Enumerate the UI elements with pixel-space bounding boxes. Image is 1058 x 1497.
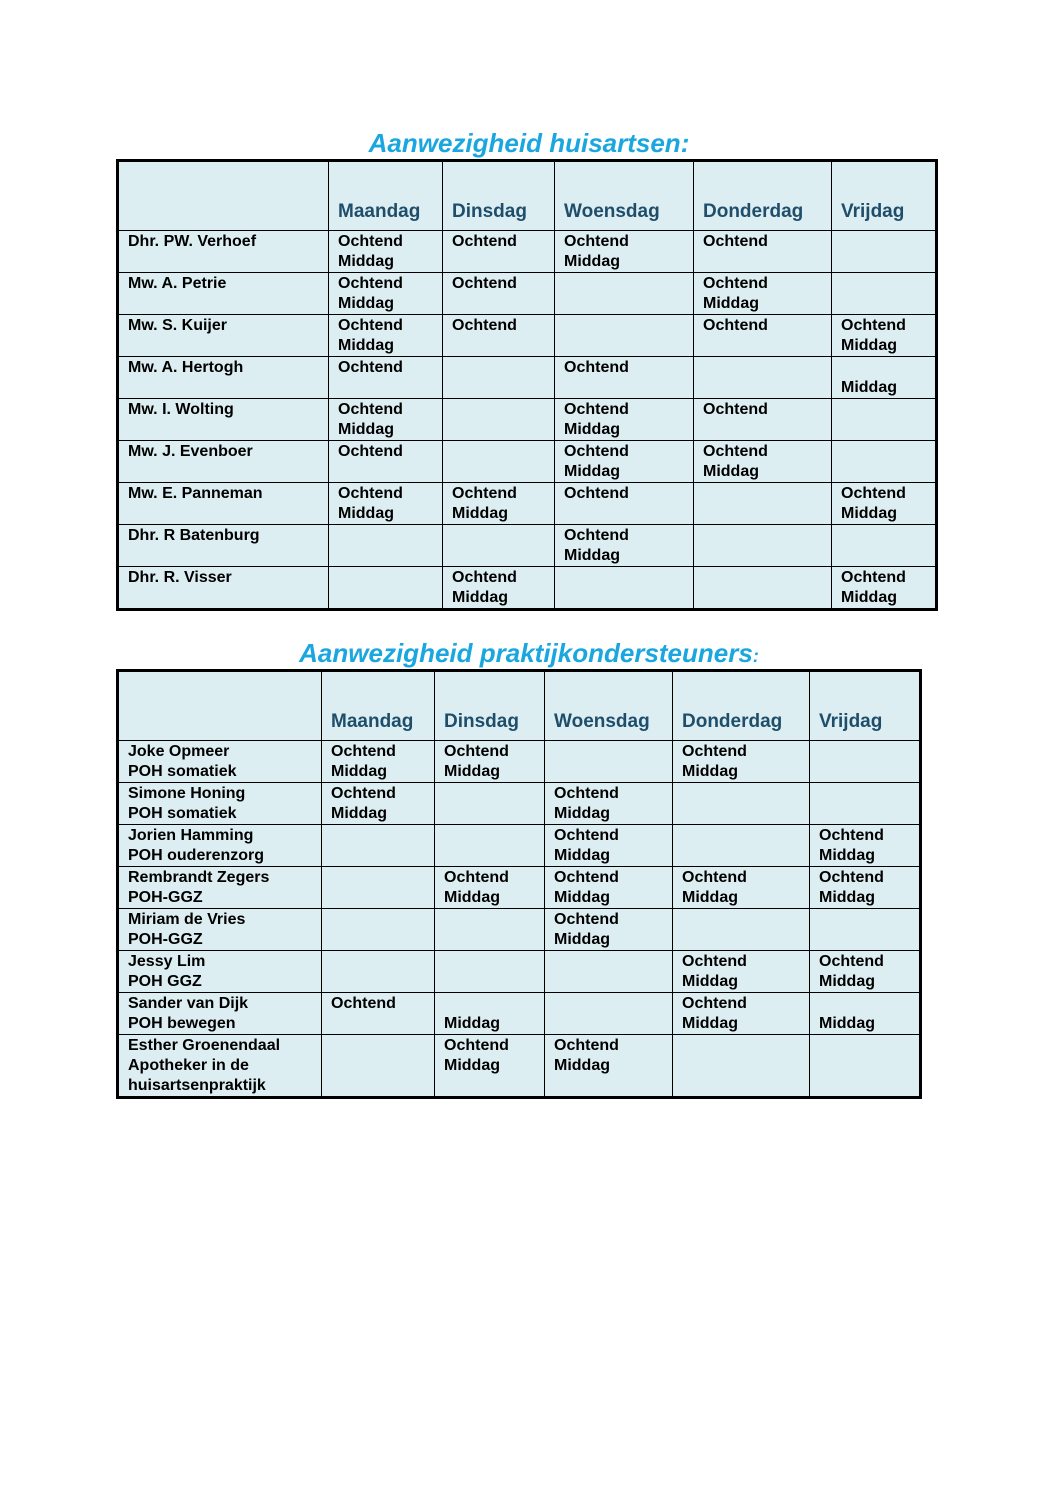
slot-second: Middag xyxy=(841,505,897,522)
person-name: Joke Opmeer xyxy=(128,743,230,760)
cell-maandag xyxy=(322,825,435,867)
cell-donderdag xyxy=(673,783,810,825)
cell-dinsdag xyxy=(435,993,545,1035)
title-poh-text: Aanwezigheid praktijkondersteuners xyxy=(299,638,753,668)
table-row xyxy=(118,783,921,825)
slot-first: Ochtend xyxy=(452,275,517,292)
slot-second: Middag xyxy=(554,847,610,864)
cell-vrijdag xyxy=(810,741,921,783)
cell-maandag xyxy=(329,567,443,610)
huisartsen-table xyxy=(116,159,938,611)
slot-first: Ochtend xyxy=(452,233,517,250)
cell-maandag xyxy=(329,441,443,483)
cell-donderdag xyxy=(694,399,832,441)
day-header-woensdag: Woensdag xyxy=(555,161,694,231)
slot-first: Ochtend xyxy=(703,401,768,418)
slot-first: Ochtend xyxy=(819,953,884,970)
cell-donderdag xyxy=(673,993,810,1035)
name-cell xyxy=(118,783,322,825)
cell-woensdag xyxy=(545,1035,673,1098)
slot-second: Middag xyxy=(338,253,394,270)
slot-second: Middag xyxy=(554,889,610,906)
table-row xyxy=(118,273,937,315)
slot-first: Ochtend xyxy=(682,743,747,760)
cell-vrijdag xyxy=(832,231,937,273)
slot-first xyxy=(819,994,911,1014)
cell-donderdag xyxy=(673,951,810,993)
person-role: POH-GGZ xyxy=(128,931,203,948)
cell-maandag xyxy=(322,783,435,825)
slot-second: Middag xyxy=(564,463,620,480)
slot-first: Ochtend xyxy=(554,869,619,886)
slot-first: Ochtend xyxy=(564,359,629,376)
cell-vrijdag xyxy=(810,993,921,1035)
slot-second: Middag xyxy=(338,421,394,438)
cell-donderdag xyxy=(694,567,832,610)
slot-first: Ochtend xyxy=(331,743,396,760)
slot-first: Ochtend xyxy=(338,443,403,460)
slot-second: Middag xyxy=(564,547,620,564)
slot-first: Ochtend xyxy=(452,569,517,586)
day-header-maandag: Maandag xyxy=(322,671,435,741)
cell-maandag xyxy=(329,273,443,315)
slot-second: Middag xyxy=(338,505,394,522)
name-cell xyxy=(118,993,322,1035)
day-header-vrijdag: Vrijdag xyxy=(832,161,937,231)
table-row xyxy=(118,441,937,483)
cell-maandag xyxy=(322,993,435,1035)
cell-vrijdag xyxy=(810,825,921,867)
slot-second: Middag xyxy=(331,805,387,822)
slot-first xyxy=(444,994,536,1014)
slot-first: Ochtend xyxy=(444,743,509,760)
cell-donderdag xyxy=(694,231,832,273)
cell-donderdag xyxy=(673,909,810,951)
slot-first: Ochtend xyxy=(564,485,629,502)
table-row xyxy=(118,231,937,273)
slot-second: Middag xyxy=(819,889,875,906)
slot-first: Ochtend xyxy=(452,485,517,502)
person-role: huisartsenpraktijk xyxy=(128,1077,266,1094)
slot-second: Middag xyxy=(819,1015,875,1032)
person-role: POH bewegen xyxy=(128,1015,236,1032)
cell-vrijdag xyxy=(832,273,937,315)
slot-second: Middag xyxy=(841,337,897,354)
corner-cell xyxy=(118,161,329,231)
slot-first: Ochtend xyxy=(338,317,403,334)
cell-dinsdag xyxy=(435,741,545,783)
cell-maandag xyxy=(322,741,435,783)
cell-vrijdag xyxy=(810,783,921,825)
cell-woensdag xyxy=(555,399,694,441)
slot-second: Middag xyxy=(444,1015,500,1032)
cell-vrijdag xyxy=(810,951,921,993)
slot-second: Middag xyxy=(682,889,738,906)
cell-maandag xyxy=(329,231,443,273)
slot-first: Ochtend xyxy=(444,1037,509,1054)
person-name: Dhr. PW. Verhoef xyxy=(128,233,257,250)
slot-second: Middag xyxy=(564,421,620,438)
name-cell xyxy=(118,1035,322,1098)
name-cell xyxy=(118,231,329,273)
name-cell xyxy=(118,567,329,610)
cell-vrijdag xyxy=(832,441,937,483)
slot-first: Ochtend xyxy=(564,401,629,418)
slot-first: Ochtend xyxy=(564,233,629,250)
table-row xyxy=(118,951,921,993)
person-name: Miriam de Vries xyxy=(128,911,246,928)
title-huisartsen-text: Aanwezigheid huisartsen: xyxy=(368,128,690,158)
slot-second: Middag xyxy=(338,337,394,354)
slot-first: Ochtend xyxy=(564,443,629,460)
cell-maandag xyxy=(329,357,443,399)
day-header-woensdag: Woensdag xyxy=(545,671,673,741)
slot-second: Middag xyxy=(554,805,610,822)
slot-first: Ochtend xyxy=(703,233,768,250)
cell-woensdag xyxy=(555,525,694,567)
slot-second: Middag xyxy=(444,1057,500,1074)
name-cell xyxy=(118,399,329,441)
person-name: Simone Honing xyxy=(128,785,246,802)
cell-vrijdag xyxy=(810,909,921,951)
cell-dinsdag xyxy=(435,867,545,909)
slot-second: Middag xyxy=(452,589,508,606)
name-cell xyxy=(118,741,322,783)
day-header-donderdag: Donderdag xyxy=(673,671,810,741)
slot-first: Ochtend xyxy=(703,443,768,460)
slot-first: Ochtend xyxy=(331,785,396,802)
slot-second: Middag xyxy=(452,505,508,522)
slot-second: Middag xyxy=(819,847,875,864)
person-role: POH ouderenzorg xyxy=(128,847,265,864)
person-name: Dhr. R Batenburg xyxy=(128,527,260,544)
table-row xyxy=(118,825,921,867)
slot-first: Ochtend xyxy=(331,995,396,1012)
praktijkondersteuners-table xyxy=(116,669,922,1099)
slot-first: Ochtend xyxy=(338,359,403,376)
cell-maandag xyxy=(322,951,435,993)
title-poh-colon: : xyxy=(752,646,759,666)
slot-first: Ochtend xyxy=(444,869,509,886)
cell-dinsdag xyxy=(443,441,555,483)
slot-first: Ochtend xyxy=(841,485,906,502)
cell-dinsdag xyxy=(443,231,555,273)
person-role: POH GGZ xyxy=(128,973,202,990)
cell-donderdag xyxy=(673,1035,810,1098)
cell-dinsdag xyxy=(435,909,545,951)
cell-maandag xyxy=(329,315,443,357)
cell-woensdag xyxy=(545,867,673,909)
slot-first: Ochtend xyxy=(819,827,884,844)
person-name: Sander van Dijk xyxy=(128,995,249,1012)
cell-dinsdag xyxy=(443,525,555,567)
cell-woensdag xyxy=(555,483,694,525)
day-header-vrijdag: Vrijdag xyxy=(810,671,921,741)
cell-woensdag xyxy=(545,825,673,867)
slot-second: Middag xyxy=(444,889,500,906)
day-header-donderdag: Donderdag xyxy=(694,161,832,231)
slot-second: Middag xyxy=(841,589,897,606)
cell-woensdag xyxy=(555,567,694,610)
slot-second: Middag xyxy=(703,295,759,312)
cell-vrijdag xyxy=(832,315,937,357)
cell-woensdag xyxy=(555,357,694,399)
cell-donderdag xyxy=(673,867,810,909)
slot-first: Ochtend xyxy=(338,401,403,418)
cell-maandag xyxy=(329,525,443,567)
cell-vrijdag xyxy=(810,1035,921,1098)
slot-second: Middag xyxy=(331,763,387,780)
name-cell xyxy=(118,951,322,993)
cell-maandag xyxy=(322,909,435,951)
person-name: Jorien Hamming xyxy=(128,827,254,844)
cell-woensdag xyxy=(545,741,673,783)
cell-donderdag xyxy=(694,525,832,567)
cell-woensdag xyxy=(545,993,673,1035)
name-cell xyxy=(118,441,329,483)
cell-vrijdag xyxy=(832,399,937,441)
table-row xyxy=(118,993,921,1035)
cell-vrijdag xyxy=(832,567,937,610)
person-name: Mw. E. Panneman xyxy=(128,485,263,502)
slot-first: Ochtend xyxy=(841,317,906,334)
slot-first: Ochtend xyxy=(819,869,884,886)
cell-woensdag xyxy=(555,231,694,273)
cell-woensdag xyxy=(555,441,694,483)
person-role: POH-GGZ xyxy=(128,889,203,906)
slot-first: Ochtend xyxy=(554,1037,619,1054)
cell-donderdag xyxy=(694,273,832,315)
cell-maandag xyxy=(329,399,443,441)
name-cell xyxy=(118,483,329,525)
cell-woensdag xyxy=(555,315,694,357)
slot-first: Ochtend xyxy=(338,275,403,292)
slot-first: Ochtend xyxy=(338,233,403,250)
name-cell xyxy=(118,525,329,567)
slot-second: Middag xyxy=(819,973,875,990)
slot-first: Ochtend xyxy=(338,485,403,502)
table-row xyxy=(118,741,921,783)
name-cell xyxy=(118,867,322,909)
slot-second: Middag xyxy=(682,763,738,780)
slot-first: Ochtend xyxy=(554,785,619,802)
slot-second: Middag xyxy=(338,295,394,312)
day-header-maandag: Maandag xyxy=(329,161,443,231)
slot-first: Ochtend xyxy=(564,527,629,544)
slot-first: Ochtend xyxy=(841,569,906,586)
table-row xyxy=(118,1035,921,1098)
cell-dinsdag xyxy=(443,357,555,399)
cell-donderdag xyxy=(694,483,832,525)
cell-dinsdag xyxy=(443,483,555,525)
slot-first xyxy=(841,358,927,378)
cell-maandag xyxy=(322,1035,435,1098)
cell-woensdag xyxy=(545,909,673,951)
day-header-dinsdag: Dinsdag xyxy=(443,161,555,231)
cell-donderdag xyxy=(673,825,810,867)
cell-vrijdag xyxy=(832,357,937,399)
cell-vrijdag xyxy=(810,867,921,909)
person-name: Esther Groenendaal xyxy=(128,1037,281,1054)
cell-dinsdag xyxy=(443,567,555,610)
slot-second: Middag xyxy=(682,973,738,990)
cell-donderdag xyxy=(694,441,832,483)
slot-first: Ochtend xyxy=(703,275,768,292)
cell-dinsdag xyxy=(443,399,555,441)
slot-first: Ochtend xyxy=(682,869,747,886)
slot-first: Ochtend xyxy=(554,827,619,844)
table-row xyxy=(118,357,937,399)
cell-dinsdag xyxy=(435,825,545,867)
slot-second: Middag xyxy=(682,1015,738,1032)
person-role: POH somatiek xyxy=(128,763,237,780)
cell-maandag xyxy=(329,483,443,525)
person-name: Mw. I. Wolting xyxy=(128,401,234,418)
slot-first: Ochtend xyxy=(554,911,619,928)
cell-donderdag xyxy=(694,357,832,399)
slot-second: Middag xyxy=(554,1057,610,1074)
person-name: Jessy Lim xyxy=(128,953,206,970)
cell-vrijdag xyxy=(832,525,937,567)
slot-second: Middag xyxy=(703,463,759,480)
name-cell xyxy=(118,273,329,315)
person-name: Mw. S. Kuijer xyxy=(128,317,227,334)
header-row xyxy=(118,161,937,231)
person-role: Apotheker in de xyxy=(128,1057,249,1074)
slot-second: Middag xyxy=(444,763,500,780)
cell-woensdag xyxy=(545,783,673,825)
cell-woensdag xyxy=(555,273,694,315)
cell-dinsdag xyxy=(443,273,555,315)
slot-second: Middag xyxy=(841,379,897,396)
slot-first: Ochtend xyxy=(703,317,768,334)
name-cell xyxy=(118,357,329,399)
cell-vrijdag xyxy=(832,483,937,525)
person-name: Dhr. R. Visser xyxy=(128,569,232,586)
table-row xyxy=(118,315,937,357)
cell-dinsdag xyxy=(435,1035,545,1098)
table-row xyxy=(118,399,937,441)
person-name: Mw. A. Hertogh xyxy=(128,359,244,376)
corner-cell xyxy=(118,671,322,741)
cell-maandag xyxy=(322,867,435,909)
cell-donderdag xyxy=(673,741,810,783)
cell-woensdag xyxy=(545,951,673,993)
person-name: Mw. J. Evenboer xyxy=(128,443,253,460)
title-huisartsen xyxy=(0,128,1058,158)
person-role: POH somatiek xyxy=(128,805,237,822)
person-name: Rembrandt Zegers xyxy=(128,869,270,886)
name-cell xyxy=(118,315,329,357)
cell-dinsdag xyxy=(435,783,545,825)
cell-dinsdag xyxy=(443,315,555,357)
slot-first: Ochtend xyxy=(682,953,747,970)
table-row xyxy=(118,483,937,525)
name-cell xyxy=(118,825,322,867)
title-praktijkondersteuners xyxy=(0,638,1058,671)
table-row xyxy=(118,867,921,909)
slot-second: Middag xyxy=(564,253,620,270)
table-row xyxy=(118,525,937,567)
day-header-dinsdag: Dinsdag xyxy=(435,671,545,741)
person-name: Mw. A. Petrie xyxy=(128,275,227,292)
name-cell xyxy=(118,909,322,951)
slot-first: Ochtend xyxy=(682,995,747,1012)
cell-donderdag xyxy=(694,315,832,357)
slot-second: Middag xyxy=(554,931,610,948)
header-row xyxy=(118,671,921,741)
slot-first: Ochtend xyxy=(452,317,517,334)
table-row xyxy=(118,567,937,610)
table-row xyxy=(118,909,921,951)
cell-dinsdag xyxy=(435,951,545,993)
